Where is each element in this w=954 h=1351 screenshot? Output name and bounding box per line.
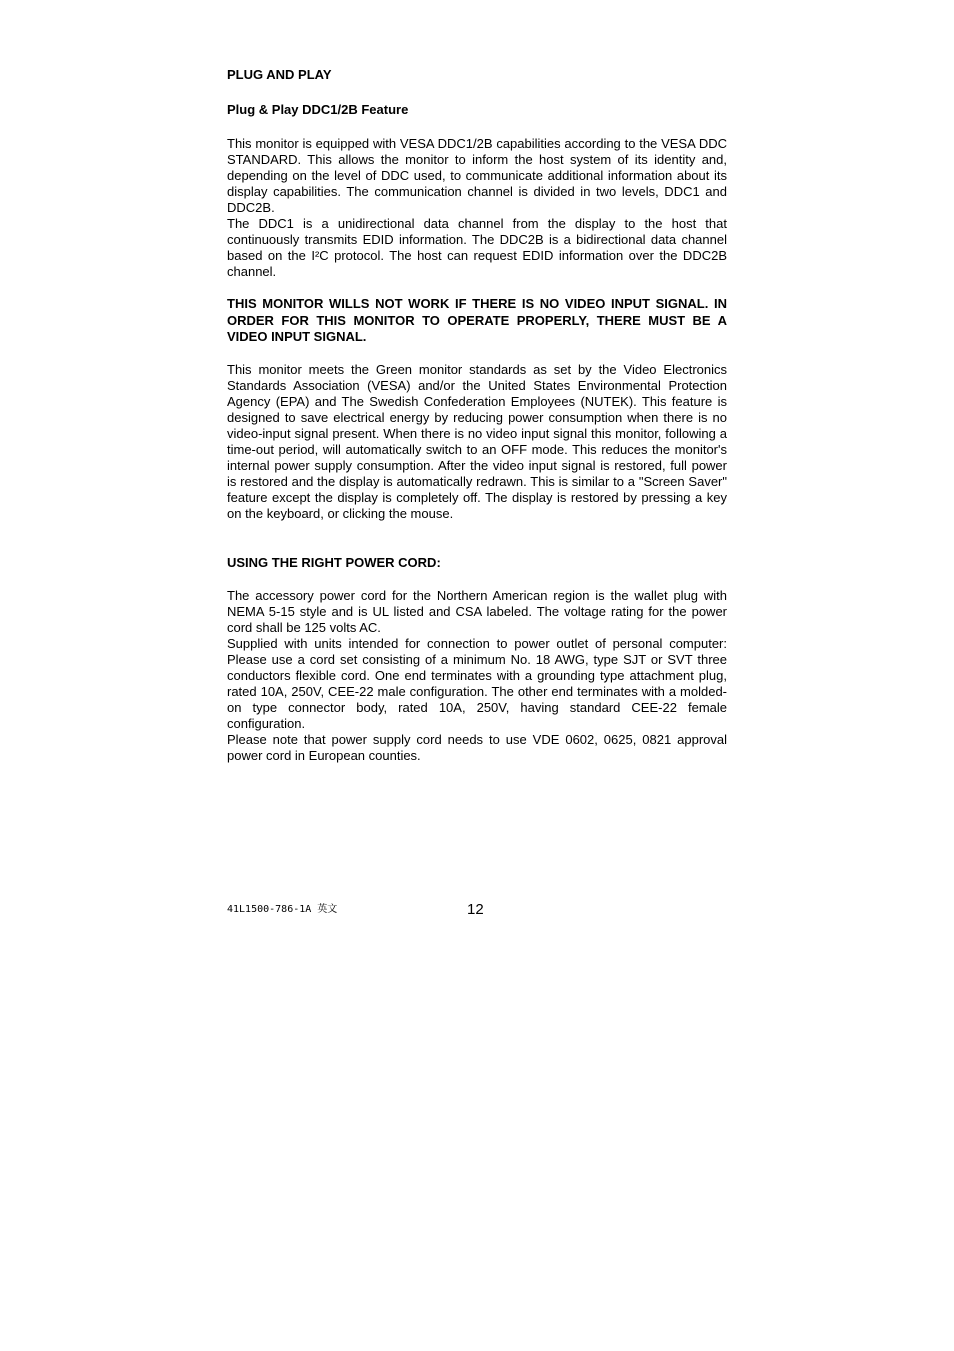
- section-title-plug-and-play: PLUG AND PLAY: [227, 67, 332, 82]
- document-code: 41L1500-786-1A 英文: [227, 904, 338, 915]
- warning-text: THIS MONITOR WILLS NOT WORK IF THERE IS NO VIDEO INPUT SIGNAL. IN ORDER FOR THIS MONITOR TO OPERATE PROPERLY, THERE MUST BE A VIDEO INPUT SIGNAL.: [227, 296, 727, 344]
- power-cord-paragraph-2: Supplied with units intended for connection to power outlet of personal computer: Please use a cord set consisting of a minimum No. 18 AWG, type SJT or SVT three conductors flexible cord. One end terminates with a grounding type attachment plug, rated 10A, 250V, CEE-22 male configuration. The other end terminates with a molded-on type connector body, rated 10A, 250V, having standard CEE-22 female configuration.: [227, 636, 727, 731]
- section-title-power-cord: USING THE RIGHT POWER CORD:: [227, 555, 441, 570]
- green-paragraph: This monitor meets the Green monitor standards as set by the Video Electronics Standards Association (VESA) and/or the United States Environmental Protection Agency (EPA) and The Swedish Confederation Employees (NUTEK). This feature is designed to save electrical energy by reducing power consumption when there is no video-input signal present. When there is no video input signal this monitor, following a time-out period, will automatically switch to an OFF mode. This reduces the monitor's internal power supply consumption. After the video input signal is restored, full power is restored and the display is automatically redrawn. This is similar to a "Screen Saver" feature except the display is completely off. The display is restored by pressing a key on the keyboard, or clicking the mouse.: [227, 362, 727, 521]
- power-cord-paragraph-1: The accessory power cord for the Northern American region is the wallet plug with NEMA 5-15 style and is UL listed and CSA labeled. The voltage rating for the power cord shall be 125 volts AC.: [227, 588, 727, 635]
- ddc-description: [227, 136, 727, 280]
- ddc-paragraph-2: The DDC1 is a unidirectional data channel from the display to the host that continuously transmits EDID information. The DDC2B is a bidirectional data channel based on the I²C protocol. The host can request EDID information over the DDC2B channel.: [227, 216, 727, 279]
- green-standard-description: [227, 362, 727, 522]
- video-signal-warning: [227, 296, 727, 346]
- power-cord-description: [227, 588, 727, 764]
- power-cord-paragraph-3: Please note that power supply cord needs to use VDE 0602, 0625, 0821 approval power cord in European counties.: [227, 732, 727, 763]
- page-number: 12: [467, 901, 484, 918]
- section-subtitle-ddc: Plug & Play DDC1/2B Feature: [227, 102, 409, 117]
- ddc-paragraph-1: This monitor is equipped with VESA DDC1/2B capabilities according to the VESA DDC STANDARD. This allows the monitor to inform the host system of its identity and, depending on the level of DDC used, to communicate additional information about its display capabilities. The communication channel is divided in two levels, DDC1 and DDC2B.: [227, 136, 727, 215]
